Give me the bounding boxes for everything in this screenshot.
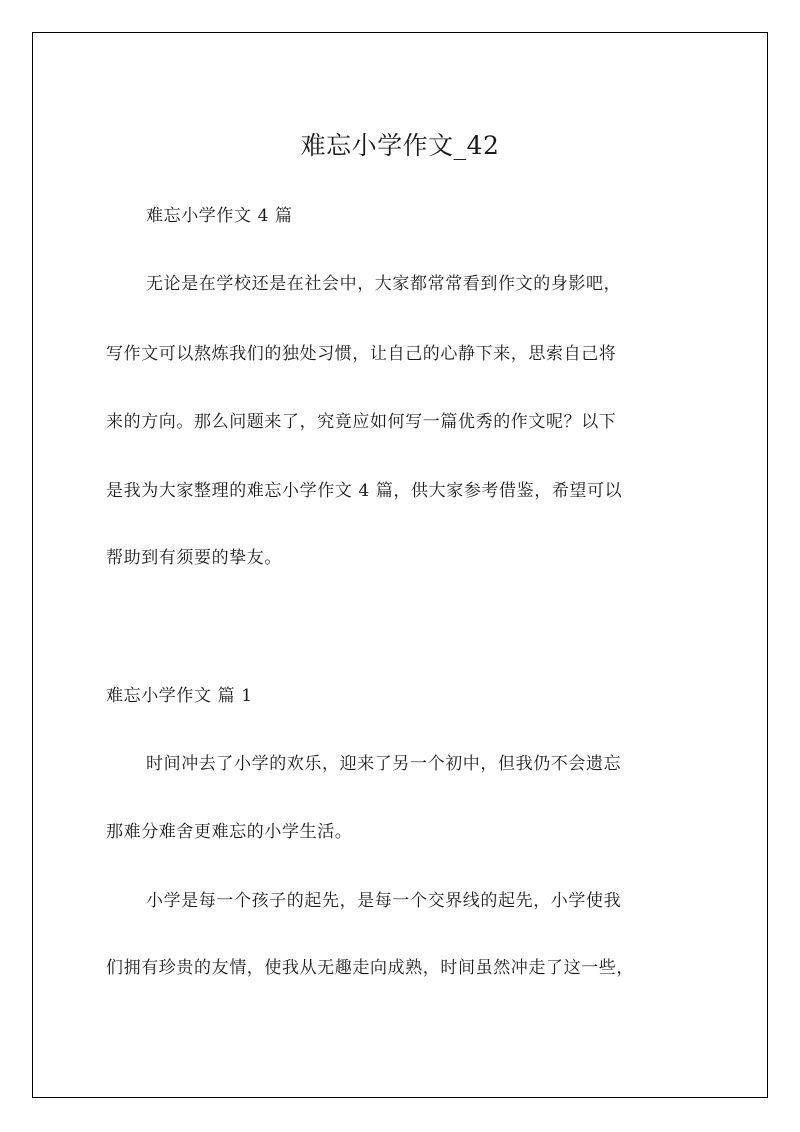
intro-line-2: 写作文可以熬炼我们的独处习惯，让自己的心静下来，思索自己将 xyxy=(106,344,617,364)
document-subtitle: 难忘小学作文 4 篇 xyxy=(146,206,293,226)
intro-line-5: 帮助到有须要的挚友。 xyxy=(106,548,282,568)
paragraph2-line-2: 们拥有珍贵的友情，使我从无趣走向成熟，时间虽然冲走了这一些， xyxy=(106,958,634,978)
document-title: 难忘小学作文_42 xyxy=(300,131,500,160)
paragraph1-line-1: 时间冲去了小学的欢乐，迎来了另一个初中，但我仍不会遗忘 xyxy=(146,754,622,774)
section-heading: 难忘小学作文 篇 1 xyxy=(106,686,253,706)
intro-line-3: 来的方向。那么问题来了，究竟应如何写一篇优秀的作文呢？以下 xyxy=(106,412,617,432)
paragraph1-line-2: 那难分难舍更难忘的小学生活。 xyxy=(106,822,353,842)
paragraph2-line-1: 小学是每一个孩子的起先，是每一个交界线的起先，小学使我 xyxy=(146,891,622,911)
intro-line-4: 是我为大家整理的难忘小学作文 4 篇，供大家参考借鉴，希望可以 xyxy=(106,481,623,501)
intro-line-1: 无论是在学校还是在社会中，大家都常常看到作文的身影吧， xyxy=(146,274,622,294)
